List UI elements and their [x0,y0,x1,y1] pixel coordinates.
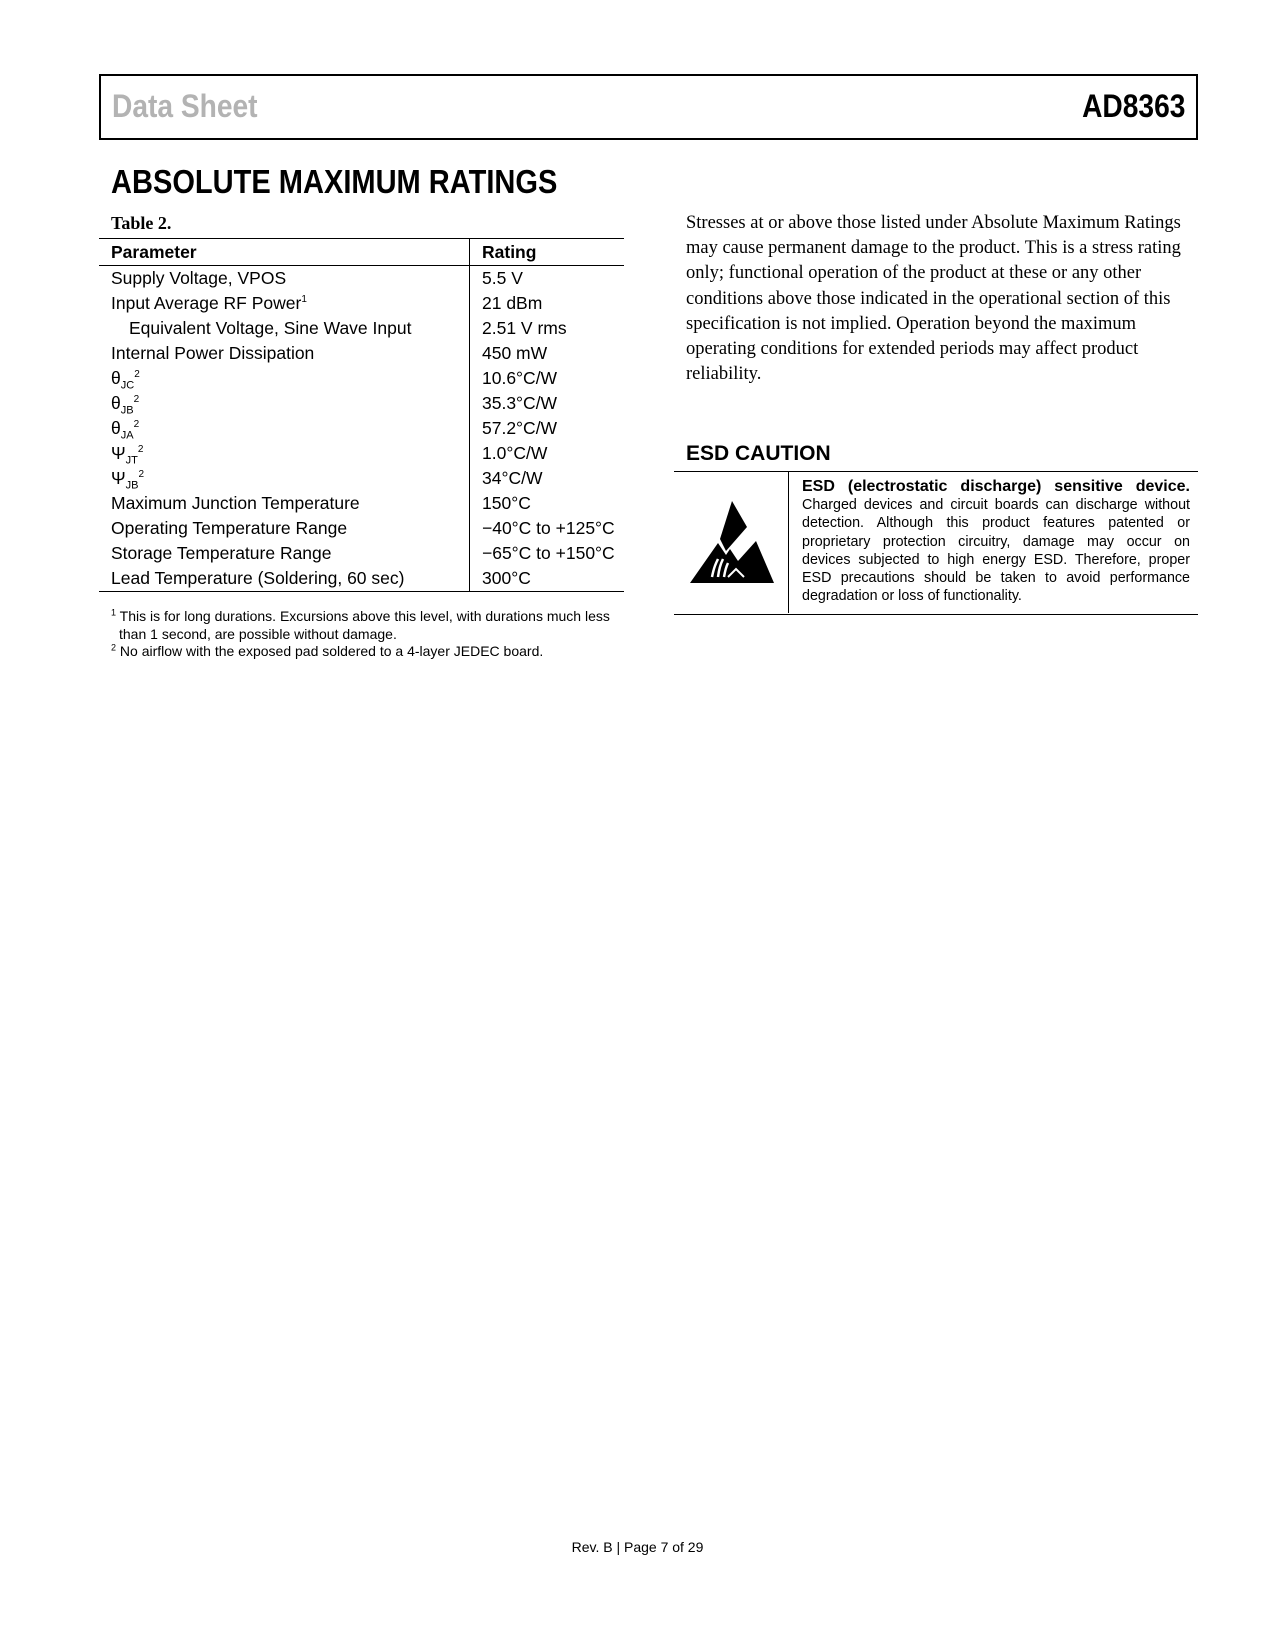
cell-rating: 1.0°C/W [482,443,548,463]
cell-rating: 21 dBm [482,293,543,313]
esd-caution-heading: ESD CAUTION [686,442,831,465]
cell-rating: −65°C to +150°C [482,543,615,563]
table-row [99,316,624,341]
table-caption: Table 2. [111,213,172,233]
cell-rating: 10.6°C/W [482,368,558,388]
table-row [99,366,624,391]
esd-lead-text: ESD (electrostatic discharge) sensitive device. [802,478,1190,495]
cell-parameter: Supply Voltage, VPOS [99,266,470,292]
page-header [99,74,1198,140]
footnote-text: This is for long durations. Excursions above this level, with durations much less than 1 second, are possible without damage. [119,608,610,642]
cell-rating: 5.5 V [482,268,523,288]
esd-body-text: Charged devices and circuit boards can discharge without detection. Although this product features patented or proprietary protection circuitry, damage may occur on devices subjected to high energy ESD. Therefore, proper ESD precautions should be taken to avoid performance degradation or loss of functionality. [802,497,1190,605]
cell-rating: −40°C to +125°C [482,518,615,538]
cell-parameter: $\Psi_{JT}^2$ [99,441,470,466]
table-row [99,416,624,441]
footnote [111,643,631,661]
cell-parameter: Input Average RF Power$^1$ [99,291,470,316]
stress-paragraph: Stresses at or above those listed under Absolute Maximum Ratings may cause permanent damage to the product. This is a stress rating only; functional operation of the product at these or any other conditions above those indicated in the operational section of this specification is not implied. Operation beyond the maximum operating conditions for extended periods may affect product reliability. [686,213,1181,385]
cell-parameter: Maximum Junction Temperature [99,491,470,516]
table-row [99,341,624,366]
cell-rating: 35.3°C/W [482,393,558,413]
section-title: ABSOLUTE MAXIMUM RATINGS [111,163,558,200]
table-row [99,266,624,292]
esd-icon-cell [674,472,789,613]
table-row [99,466,624,491]
table-row [99,491,624,516]
cell-parameter: $\theta_{JB}^2$ [99,391,470,416]
cell-rating: 450 mW [482,343,548,363]
footnote-mark: 1 [111,607,117,618]
footnote-text: No airflow with the exposed pad soldered to a 4-layer JEDEC board. [119,643,544,659]
cell-parameter: Equivalent Voltage, Sine Wave Input [99,316,470,341]
column-header-rating: Rating [470,239,625,266]
esd-warning-icon [686,497,778,589]
header-part-number: AD8363 [1081,88,1185,124]
cell-parameter: $\Psi_{JB}^2$ [99,466,470,491]
footnote [111,608,631,643]
table-row [99,516,624,541]
footnote-mark: 2 [111,642,117,653]
cell-parameter: Internal Power Dissipation [99,341,470,366]
cell-parameter: $\theta_{JC}^2$ [99,366,470,391]
cell-rating: 57.2°C/W [482,418,558,438]
ratings-table [99,238,624,592]
cell-rating: 150°C [482,493,531,513]
cell-parameter: Storage Temperature Range [99,541,470,566]
cell-rating: 2.51 V rms [482,318,567,338]
table-row [99,391,624,416]
table-row [99,541,624,566]
cell-rating: 34°C/W [482,468,543,488]
esd-caution-box [674,471,1198,615]
table-row [99,291,624,316]
table-footnotes [111,608,631,661]
cell-parameter: Lead Temperature (Soldering, 60 sec) [99,566,470,592]
table-row [99,566,624,592]
header-doc-type: Data Sheet [112,88,258,124]
esd-caution-text [802,478,1190,605]
cell-rating: 300°C [470,566,625,592]
table-row [99,441,624,466]
page-footer: Rev. B | Page 7 of 29 [571,1539,704,1555]
cell-parameter: Operating Temperature Range [99,516,470,541]
cell-parameter: $\theta_{JA}^2$ [99,416,470,441]
column-header-parameter: Parameter [99,239,470,266]
table-header-row [99,239,624,266]
